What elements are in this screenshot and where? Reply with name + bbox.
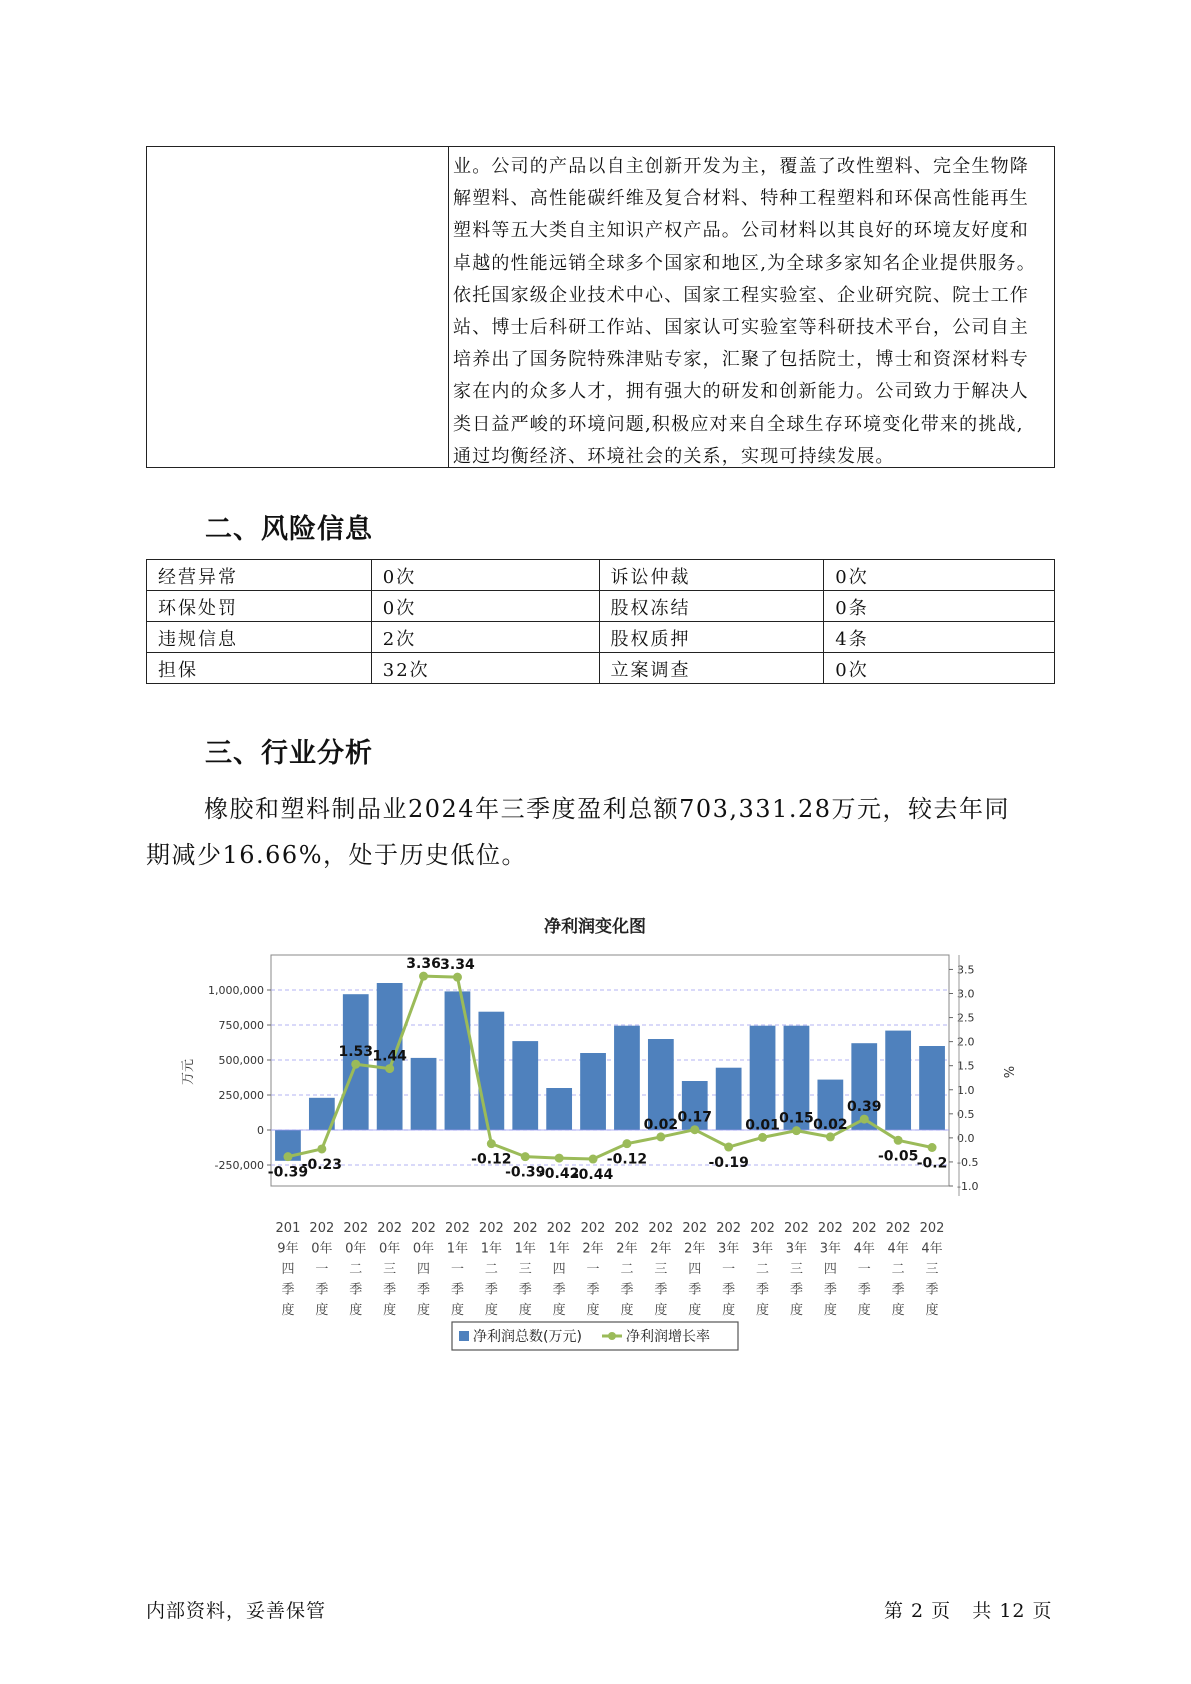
growth-data-label: -0.39 (267, 1164, 309, 1181)
x-tick-label: 度 (654, 1303, 668, 1318)
legend-line-label: 净利润增长率 (626, 1329, 710, 1345)
growth-data-label: -0.19 (708, 1155, 749, 1172)
x-tick-label: 一 (315, 1262, 329, 1277)
x-tick-label: 3年 (718, 1241, 740, 1257)
x-tick-label: 季 (620, 1282, 634, 1298)
growth-data-label: 0.17 (677, 1109, 713, 1126)
growth-point (419, 972, 428, 981)
x-tick-label: 度 (552, 1303, 566, 1318)
x-tick-label: 度 (925, 1303, 939, 1318)
x-tick-label: 202 (716, 1221, 742, 1236)
x-tick-label: 202 (580, 1221, 606, 1236)
x-tick-label: 度 (891, 1303, 905, 1318)
table-row (147, 622, 1055, 653)
x-tick-label: 季 (857, 1282, 871, 1298)
y-axis-label: 万元 (181, 1058, 196, 1086)
growth-point (385, 1064, 394, 1073)
bar (546, 1088, 572, 1130)
x-tick-label: 1年 (514, 1241, 536, 1257)
x-tick-label: 季 (484, 1282, 498, 1298)
growth-point (351, 1060, 360, 1069)
x-tick-label: 2年 (684, 1241, 706, 1257)
growth-point (317, 1144, 326, 1153)
y-tick-label: 250,000 (218, 1089, 264, 1102)
section-heading-risk: 二、风险信息 (205, 514, 373, 545)
y2-tick-label: -0.5 (957, 1155, 979, 1169)
section-heading-industry: 三、行业分析 (205, 738, 373, 769)
risk-label: 诉讼仲裁 (599, 560, 824, 591)
net-profit-chart (170, 900, 1040, 1360)
risk-value: 0条 (824, 591, 1055, 622)
x-tick-label: 202 (343, 1221, 369, 1236)
analysis-line: 期减少16.66%，处于历史低位。 (146, 841, 528, 869)
x-tick-label: 度 (789, 1303, 803, 1318)
x-tick-label: 3年 (819, 1241, 841, 1257)
risk-value: 0次 (371, 591, 599, 622)
x-tick-label: 一 (586, 1262, 600, 1277)
x-tick-label: 二 (484, 1262, 498, 1277)
x-tick-label: 度 (756, 1303, 770, 1318)
company-intro-table (146, 146, 1055, 468)
bar (445, 991, 471, 1130)
analysis-line: 橡胶和塑料制品业2024年三季度盈利总额703,331.28万元，较去年同 (204, 795, 1010, 823)
x-tick-label: 0年 (379, 1241, 401, 1257)
chart-svg (170, 900, 1040, 1360)
footer-confidential: 内部资料，妥善保管 (146, 1600, 327, 1622)
risk-value: 0次 (824, 560, 1055, 591)
growth-point (860, 1115, 869, 1124)
growth-data-label: 0.39 (846, 1099, 882, 1116)
growth-point (690, 1125, 699, 1134)
x-tick-label: 度 (586, 1303, 600, 1318)
y2-tick-label: 0.0 (957, 1131, 975, 1145)
risk-label: 股权冻结 (599, 591, 824, 622)
intro-line: 业。公司的产品以自主创新开发为主，覆盖了改性塑料、完全生物降 (453, 156, 1029, 177)
intro-line: 依托国家级企业技术中心、国家工程实验室、企业研究院、院士工作 (453, 284, 1029, 306)
x-tick-label: 季 (552, 1282, 566, 1298)
risk-value: 0次 (824, 653, 1055, 684)
x-tick-label: 一 (450, 1262, 464, 1277)
growth-point (656, 1132, 665, 1141)
x-tick-label: 四 (688, 1262, 702, 1277)
x-tick-label: 度 (484, 1303, 498, 1318)
x-tick-label: 202 (682, 1221, 708, 1236)
risk-label: 经营异常 (147, 560, 372, 591)
x-tick-label: 三 (654, 1262, 668, 1277)
growth-data-label: -0.42 (538, 1166, 580, 1183)
legend-line-marker (608, 1332, 616, 1340)
x-tick-label: 度 (823, 1303, 837, 1318)
risk-value: 4条 (824, 622, 1055, 653)
x-tick-label: 一 (722, 1262, 736, 1277)
growth-point (928, 1143, 937, 1152)
growth-point (792, 1126, 801, 1135)
x-tick-label: 1年 (446, 1241, 469, 1257)
intro-line: 通过均衡经济、环境社会的关系，实现可持续发展。 (453, 445, 895, 467)
risk-label: 担保 (147, 653, 372, 684)
x-tick-label: 202 (614, 1221, 640, 1236)
risk-label: 立案调查 (599, 653, 824, 684)
x-tick-label: 季 (789, 1282, 803, 1298)
bar (512, 1041, 538, 1130)
y2-tick-label: 1.0 (957, 1083, 975, 1097)
x-tick-label: 季 (586, 1282, 600, 1298)
x-tick-label: 度 (383, 1303, 397, 1318)
growth-data-label: 0.02 (643, 1116, 679, 1133)
x-tick-label: 度 (315, 1303, 329, 1318)
x-tick-label: 2年 (650, 1241, 672, 1257)
growth-point (826, 1132, 835, 1141)
x-tick-label: 季 (349, 1282, 363, 1298)
growth-data-label: -0.12 (606, 1151, 648, 1168)
x-tick-label: 四 (417, 1262, 431, 1277)
x-tick-label: 4年 (853, 1241, 875, 1257)
x-tick-label: 202 (885, 1221, 911, 1236)
growth-point (487, 1139, 496, 1148)
x-tick-label: 度 (518, 1303, 532, 1318)
x-tick-label: 二 (620, 1262, 634, 1277)
x-tick-label: 季 (688, 1282, 702, 1298)
growth-point (555, 1154, 564, 1163)
growth-point (724, 1143, 733, 1152)
risk-label: 违规信息 (147, 622, 372, 653)
growth-data-label: 0.02 (813, 1116, 848, 1133)
x-tick-label: 季 (315, 1282, 329, 1298)
growth-data-label: -0.23 (301, 1156, 343, 1173)
x-tick-label: 三 (925, 1262, 939, 1277)
y2-tick-label: -1.0 (957, 1180, 979, 1193)
x-tick-label: 1年 (480, 1241, 502, 1257)
x-tick-label: 度 (722, 1303, 736, 1318)
x-tick-label: 季 (518, 1282, 532, 1298)
x-tick-label: 202 (445, 1221, 470, 1236)
risk-value: 32次 (371, 653, 599, 684)
x-tick-label: 1年 (548, 1241, 570, 1257)
y2-tick-label: 0.5 (957, 1107, 975, 1121)
x-tick-label: 202 (512, 1221, 538, 1236)
chart-title: 净利润变化图 (544, 917, 646, 937)
growth-data-label: -0.44 (572, 1167, 614, 1184)
bar (885, 1031, 911, 1130)
growth-data-label: -0.12 (471, 1151, 512, 1168)
growth-data-label: 1.44 (372, 1048, 407, 1065)
x-tick-label: 二 (891, 1262, 905, 1277)
x-tick-label: 202 (478, 1221, 504, 1236)
y-tick-label: 500,000 (218, 1054, 264, 1067)
x-tick-label: 0年 (311, 1241, 333, 1257)
x-tick-label: 202 (648, 1221, 674, 1236)
risk-label: 股权质押 (599, 622, 824, 653)
bar (614, 1026, 640, 1130)
growth-point (758, 1133, 767, 1142)
x-tick-label: 202 (411, 1221, 436, 1236)
intro-line: 塑料等五大类自主知识产权产品。公司材料以其良好的环境友好度和 (453, 220, 1029, 242)
x-tick-label: 季 (281, 1282, 295, 1298)
y2-tick-label: 2.5 (957, 1011, 975, 1025)
growth-point (453, 973, 462, 982)
y-tick-label: 750,000 (218, 1019, 264, 1032)
growth-point (622, 1139, 631, 1148)
x-tick-label: 度 (857, 1303, 871, 1318)
x-tick-label: 202 (784, 1221, 809, 1236)
x-tick-label: 季 (722, 1282, 736, 1298)
table-row (147, 653, 1055, 684)
growth-data-label: -0.2 (916, 1155, 948, 1172)
y2-tick-label: 1.5 (957, 1059, 975, 1073)
x-tick-label: 3年 (785, 1241, 808, 1257)
growth-data-label: 0.01 (745, 1117, 780, 1134)
x-tick-label: 0年 (412, 1241, 435, 1257)
x-tick-label: 202 (377, 1221, 403, 1236)
x-tick-label: 度 (688, 1303, 702, 1318)
x-tick-label: 度 (417, 1303, 431, 1318)
x-tick-label: 季 (891, 1282, 905, 1298)
bar (411, 1058, 437, 1130)
y2-tick-label: 3.0 (957, 987, 975, 1001)
y-tick-label: 0 (257, 1124, 264, 1137)
x-tick-label: 季 (417, 1282, 431, 1298)
intro-line: 卓越的性能远销全球多个国家和地区,为全球多家知名企业提供服务。 (453, 252, 1036, 274)
x-tick-label: 4年 (921, 1241, 943, 1257)
growth-data-label: 3.34 (440, 957, 475, 974)
x-tick-label: 度 (620, 1303, 634, 1318)
table-row (147, 591, 1055, 622)
growth-point (283, 1152, 292, 1161)
y2-tick-label: 3.5 (957, 963, 975, 977)
x-tick-label: 201 (275, 1221, 301, 1236)
x-tick-label: 四 (823, 1262, 837, 1277)
x-tick-label: 季 (383, 1282, 397, 1298)
x-tick-label: 2年 (582, 1241, 604, 1257)
intro-line: 培养出了国务院特殊津贴专家，汇聚了包括院士，博士和资深材料专 (453, 349, 1029, 371)
x-tick-label: 0年 (345, 1241, 367, 1257)
bar (478, 1012, 504, 1130)
bar (919, 1046, 945, 1130)
x-tick-label: 四 (281, 1262, 295, 1277)
x-tick-label: 三 (518, 1262, 532, 1277)
x-tick-label: 度 (450, 1303, 464, 1318)
x-tick-label: 一 (857, 1262, 871, 1277)
analysis-paragraph (146, 786, 1056, 878)
growth-point (894, 1136, 903, 1145)
y-tick-label: -250,000 (214, 1159, 264, 1172)
intro-label-cell (147, 147, 449, 467)
bar (716, 1068, 742, 1130)
x-tick-label: 度 (281, 1303, 295, 1318)
x-tick-label: 二 (756, 1262, 770, 1277)
x-tick-label: 季 (450, 1282, 464, 1298)
x-tick-label: 202 (546, 1221, 572, 1236)
table-row (147, 560, 1055, 591)
x-tick-label: 度 (349, 1303, 363, 1318)
x-tick-label: 202 (919, 1221, 945, 1236)
x-tick-label: 季 (756, 1282, 770, 1298)
growth-data-label: -0.05 (877, 1148, 919, 1165)
legend-bar-label: 净利润总数(万元) (473, 1329, 582, 1345)
x-tick-label: 三 (383, 1262, 397, 1277)
intro-line: 解塑料、高性能碳纤维及复合材料、特种工程塑料和环保高性能再生 (453, 188, 1029, 210)
y-tick-label: 1,000,000 (208, 984, 264, 997)
x-tick-label: 季 (823, 1282, 837, 1298)
x-tick-label: 二 (349, 1262, 363, 1277)
bar (580, 1053, 606, 1130)
growth-data-label: 0.15 (779, 1110, 814, 1127)
x-tick-label: 202 (750, 1221, 775, 1236)
risk-table (146, 559, 1055, 684)
intro-line: 类日益严峻的环境问题,积极应对来自全球生存环境变化带来的挑战, (453, 413, 1024, 435)
x-tick-label: 三 (789, 1262, 803, 1277)
y2-tick-label: 2.0 (957, 1035, 975, 1049)
x-tick-label: 3年 (751, 1241, 774, 1257)
x-tick-label: 9年 (277, 1241, 299, 1257)
x-tick-label: 202 (851, 1221, 877, 1236)
risk-value: 2次 (371, 622, 599, 653)
growth-data-label: 3.36 (406, 956, 441, 973)
y2-axis-label: % (1000, 1065, 1015, 1079)
page-number: 第 2 页 共 12 页 (884, 1600, 1053, 1622)
x-tick-label: 4年 (887, 1241, 909, 1257)
growth-data-label: -0.39 (505, 1164, 546, 1181)
x-tick-label: 季 (925, 1282, 939, 1298)
growth-point (589, 1155, 598, 1164)
growth-data-label: 1.53 (338, 1044, 374, 1061)
x-tick-label: 2年 (616, 1241, 638, 1257)
intro-line: 家在内的众多人才，拥有强大的研发和创新能力。公司致力于解决人 (453, 381, 1029, 403)
risk-label: 环保处罚 (147, 591, 372, 622)
x-tick-label: 202 (817, 1221, 843, 1236)
intro-text-cell (449, 147, 1054, 467)
bar (750, 1026, 776, 1130)
x-tick-label: 四 (552, 1262, 566, 1277)
intro-line: 站、博士后科研工作站、国家认可实验室等科研技术平台，公司自主 (453, 316, 1029, 338)
legend-bar-swatch (459, 1331, 469, 1341)
x-tick-label: 202 (309, 1221, 335, 1236)
growth-point (521, 1152, 530, 1161)
x-tick-label: 季 (654, 1282, 668, 1298)
risk-value: 0次 (371, 560, 599, 591)
